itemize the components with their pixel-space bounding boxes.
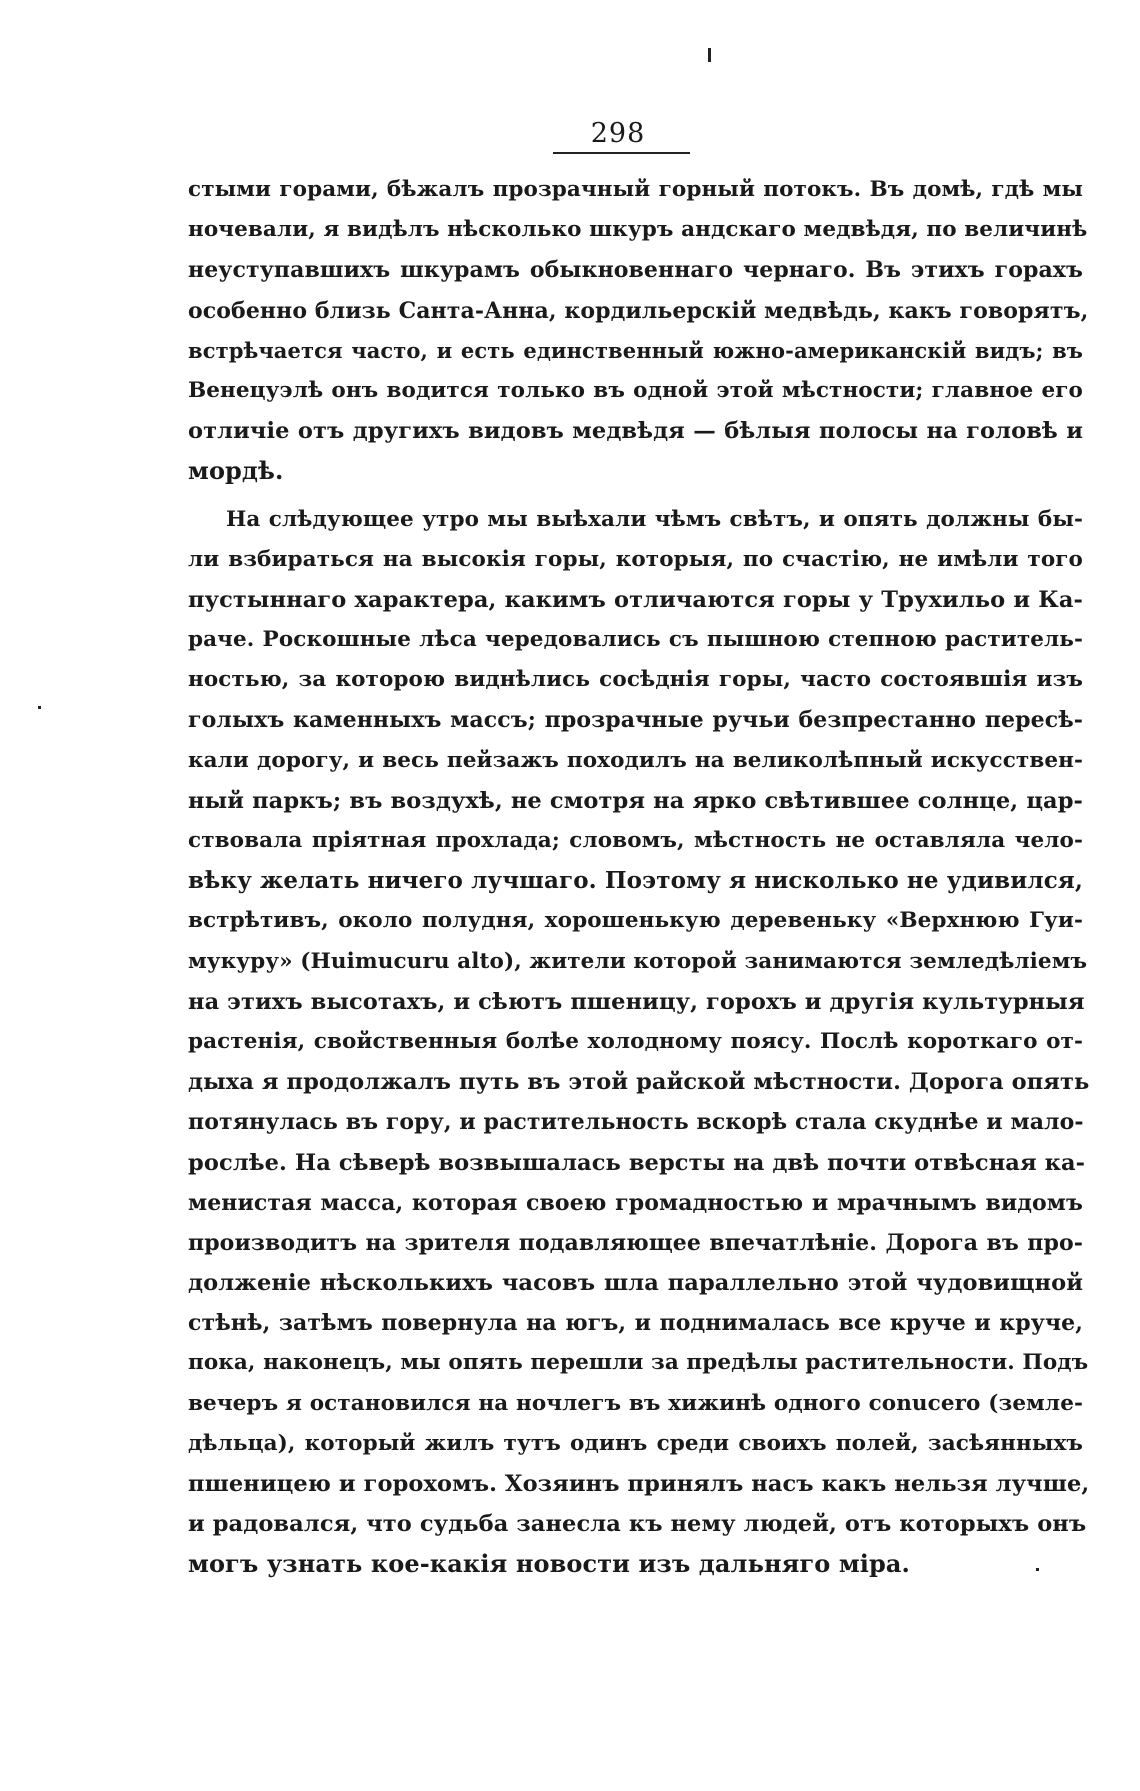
- text-line: пшеницею и горохомъ. Хозяинъ принялъ насъ какъ нельзя лучше,: [188, 1471, 1090, 1497]
- text-line: растенія, свойственныя болѣе холодному поясу. Послѣ короткаго от-: [188, 1028, 1083, 1054]
- text-line: вечеръ я остановился на ночлегъ въ хижинѣ одного conucero (земле-: [188, 1390, 1083, 1416]
- text-line: мордѣ.: [188, 456, 284, 486]
- header-rule: [553, 152, 690, 154]
- text-line: могъ узнать кое-какія новости изъ дальняго міра.: [188, 1549, 910, 1579]
- text-line: стѣнѣ, затѣмъ повернула на югъ, и поднималась все круче и круче,: [188, 1310, 1083, 1337]
- text-line: вѣку желать ничего лучшаго. Поэтому я нисколько не удивился,: [188, 867, 1083, 895]
- text-line: раче. Роскошные лѣса чередовались съ пышною степною раститель-: [188, 627, 1083, 653]
- text-line: рослѣе. На сѣверѣ возвышалась версты на двѣ почти отвѣсная ка-: [188, 1149, 1086, 1176]
- text-line: ли взбираться на высокія горы, которыя, по счастію, не имѣли того: [188, 546, 1083, 572]
- text-line: мукуру» (Huimucuru alto), жители которой занимаются земледѣліемъ: [188, 948, 1088, 974]
- text-line: встрѣчается часто, и есть единственный южно-американскій видъ; въ: [188, 337, 1083, 363]
- text-line: кали дорогу, и весь пейзажъ походилъ на великолѣпный искусствен-: [188, 747, 1083, 773]
- text-line: пустыннаго характера, какимъ отличаются горы у Трухильо и Ка-: [188, 586, 1083, 613]
- page-number: 298: [590, 118, 646, 149]
- text-line: голыхъ каменныхъ массъ; прозрачные ручьи безпрестанно пересѣ-: [188, 707, 1083, 734]
- text-line: на этихъ высотахъ, и сѣютъ пшеницу, горохъ и другія культурныя: [188, 988, 1085, 1015]
- text-line: дѣльца), который жилъ тутъ одинъ среди своихъ полей, засѣянныхъ: [188, 1430, 1083, 1456]
- scan-speck: [38, 706, 41, 709]
- text-line: и радовался, что судьба занесла къ нему людей, отъ которыхъ онъ: [188, 1511, 1087, 1538]
- text-line: потянулась въ гору, и растительность вскорѣ стала скуднѣе и мало-: [188, 1109, 1084, 1136]
- text-line: ствовала пріятная прохлада; словомъ, мѣстность не оставляла чело-: [188, 828, 1083, 853]
- text-line: ночевали, я видѣлъ нѣсколько шкуръ андскаго медвѣдя, по величинѣ: [188, 217, 1088, 243]
- text-line: стыми горами, бѣжалъ прозрачный горный потокъ. Въ домѣ, гдѣ мы: [188, 177, 1083, 202]
- text-line: ностью, за которою виднѣлись сосѣднія горы, часто состоявшія изъ: [188, 667, 1083, 693]
- text-line: неуступавшихъ шкурамъ обыкновеннаго чернаго. Въ этихъ горахъ: [188, 257, 1083, 284]
- text-line: менистая масса, которая своею громадностью и мрачнымъ видомъ: [188, 1189, 1083, 1216]
- text-line: встрѣтивъ, около полудня, хорошенькую деревеньку «Верхнюю Гуи-: [188, 908, 1083, 934]
- text-line: производитъ на зрителя подавляющее впечатлѣніе. Дорога въ про-: [188, 1229, 1083, 1256]
- text-line: особенно близь Санта-Анна, кордильерскій медвѣдь, какъ говорятъ,: [188, 297, 1089, 324]
- text-line: На слѣдующее утро мы выѣхали чѣмъ свѣтъ, и опять должны бы-: [226, 506, 1083, 532]
- text-line: Венецуэлѣ онъ водится только въ одной этой мѣстности; главное его: [188, 377, 1083, 403]
- text-line: отличіе отъ другихъ видовъ медвѣдя — бѣлыя полосы на головѣ и: [188, 418, 1083, 445]
- text-line: долженіе нѣсколькихъ часовъ шла параллельно этой чудовищной: [188, 1270, 1083, 1297]
- scan-speck: [708, 48, 711, 62]
- text-line: дыха я продолжалъ путь въ этой райской мѣстности. Дорога опять: [188, 1069, 1090, 1096]
- text-line: пока, наконецъ, мы опять перешли за предѣлы растительности. Подъ: [188, 1350, 1089, 1376]
- text-line: ный паркъ; въ воздухѣ, не смотря на ярко свѣтившее солнце, цар-: [188, 787, 1083, 814]
- body-text: [188, 170, 1090, 1585]
